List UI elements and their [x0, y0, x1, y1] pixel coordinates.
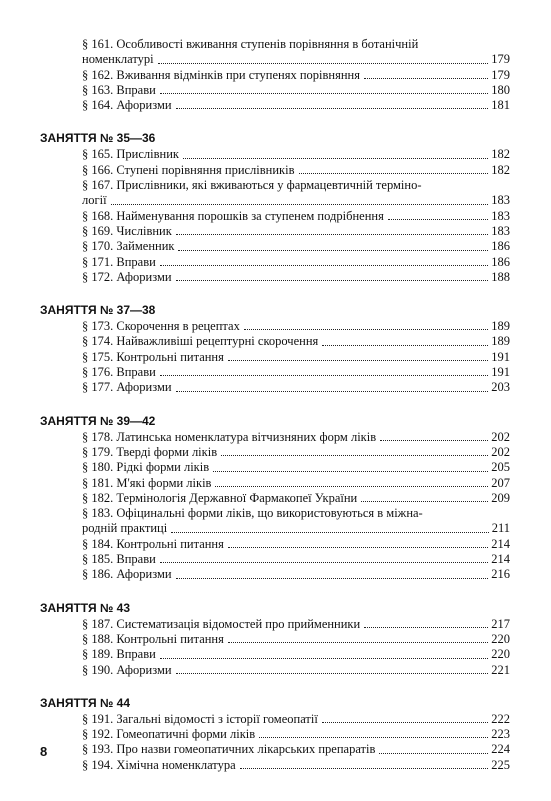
toc-entry: [40, 98, 510, 113]
toc-entry-page: 220: [491, 631, 510, 646]
section-heading: ЗАНЯТТЯ № 35—36: [40, 131, 156, 146]
toc-section: [40, 414, 510, 583]
dot-leader: [160, 375, 488, 376]
toc-entry-page: 209: [491, 490, 510, 505]
dot-leader: [299, 173, 489, 174]
dot-leader: [160, 562, 488, 563]
toc-entry-page: 191: [491, 349, 510, 364]
toc-section: [40, 696, 510, 773]
toc-entry-title: § 187. Систематизація відомостей про прийменники: [82, 616, 361, 631]
toc-entry: [40, 712, 510, 727]
toc-entry-title: § 179. Тверді форми ліків: [82, 444, 218, 459]
toc-entry-title: § 180. Рідкі форми ліків: [82, 460, 210, 475]
toc-entry-page: 223: [491, 727, 510, 742]
toc-entry-title: § 177. Афоризми: [82, 380, 172, 395]
toc-entry: [40, 506, 510, 537]
toc-entry: [40, 147, 510, 162]
toc-entry-page: 207: [491, 475, 510, 490]
dot-leader: [160, 265, 488, 266]
toc-entry-page: 220: [491, 647, 510, 662]
toc-entry-title-first-line: § 183. Офіцинальні форми ліків, що використовуються в міжна-: [82, 506, 423, 521]
toc-entry-title: § 176. Вправи: [82, 365, 156, 380]
section-heading: ЗАНЯТТЯ № 44: [40, 695, 130, 710]
toc-entry-title-first-line: § 167. Прислівники, які вживаються у фармацевтичній терміно-: [82, 178, 422, 193]
toc-section: [40, 37, 510, 113]
toc-entry: [40, 758, 510, 773]
toc-entry-page: 202: [491, 429, 510, 444]
toc-entry-page: 225: [491, 757, 510, 772]
dot-leader: [171, 532, 489, 533]
dot-leader: [176, 673, 489, 674]
dot-leader: [380, 440, 488, 441]
toc-entry-page: 217: [491, 616, 510, 631]
dot-leader: [388, 219, 488, 220]
toc-entry-page: 188: [491, 269, 510, 284]
toc-entry-page: 211: [491, 521, 510, 536]
toc-section: [40, 131, 510, 285]
dot-leader: [176, 234, 488, 235]
toc-entry-title: § 163. Вправи: [82, 82, 156, 97]
toc-entry: [40, 460, 510, 475]
toc-entry-title: § 191. Загальні відомості з історії гомеопатії: [82, 711, 318, 726]
dot-leader: [240, 768, 489, 769]
toc-entry-title: § 186. Афоризми: [82, 567, 172, 582]
toc-entry: [40, 209, 510, 224]
toc-entry: [40, 83, 510, 98]
toc-entry-page: 179: [491, 52, 510, 67]
toc-entry: [40, 491, 510, 506]
dot-leader: [364, 627, 488, 628]
toc-entry-page: 214: [491, 552, 510, 567]
dot-leader: [160, 93, 488, 94]
toc-entry: [40, 632, 510, 647]
page-number: 8: [40, 744, 48, 759]
toc-entry: [40, 727, 510, 742]
toc-entry-title: § 168. Найменування порошків за ступенем подрібнення: [82, 208, 384, 223]
toc-entry-title: § 189. Вправи: [82, 647, 156, 662]
toc-entry-page: 205: [491, 460, 510, 475]
dot-leader: [361, 501, 488, 502]
toc-section: [40, 601, 510, 678]
toc-entry: [40, 178, 510, 209]
toc-entry-page: 182: [491, 147, 510, 162]
toc-entry-title: § 193. Про назви гомеопатичних лікарських препаратів: [82, 742, 376, 757]
toc-entry: [40, 270, 510, 285]
toc-entry: [40, 380, 510, 395]
toc-entry-title: § 181. М'які форми ліків: [82, 475, 212, 490]
dot-leader: [176, 578, 489, 579]
toc-entry-page: 189: [491, 319, 510, 334]
toc-entry: [40, 430, 510, 445]
toc-entry-page: 216: [491, 567, 510, 582]
toc-entry-page: 214: [491, 536, 510, 551]
dot-leader: [178, 250, 488, 251]
toc-entry-page: 181: [491, 98, 510, 113]
toc-entry: [40, 319, 510, 334]
dot-leader: [160, 658, 488, 659]
toc-entry-title: § 184. Контрольні питання: [82, 536, 224, 551]
toc-entry-title: § 185. Вправи: [82, 552, 156, 567]
section-heading: ЗАНЯТТЯ № 39—42: [40, 413, 156, 428]
dot-leader: [221, 455, 488, 456]
toc-entry: [40, 647, 510, 662]
toc-entry-page: 224: [491, 742, 510, 757]
dot-leader: [228, 547, 488, 548]
toc-entry-title: § 182. Термінологія Державної Фармакопеї України: [82, 490, 358, 505]
dot-leader: [215, 486, 488, 487]
toc-entry: [40, 334, 510, 349]
toc-entry-page: 191: [491, 365, 510, 380]
toc-entry-title: § 188. Контрольні питання: [82, 631, 224, 646]
dot-leader: [228, 360, 488, 361]
toc-entry: [40, 617, 510, 632]
toc-entry-title: номенклатурі: [82, 52, 154, 67]
toc-entry-title: § 178. Латинська номенклатура вітчизняних форм ліків: [82, 429, 377, 444]
dot-leader: [379, 753, 488, 754]
toc-entry-title: логії: [82, 193, 107, 208]
dot-leader: [158, 63, 489, 64]
dot-leader: [228, 642, 488, 643]
toc-entry-title: § 174. Найважливіші рецептурні скорочення: [82, 334, 319, 349]
dot-leader: [244, 329, 488, 330]
toc-entry-title: § 175. Контрольні питання: [82, 349, 224, 364]
toc-entry: [40, 537, 510, 552]
toc-entry: [40, 224, 510, 239]
dot-leader: [213, 471, 488, 472]
toc-entry-title: § 171. Вправи: [82, 254, 156, 269]
table-of-contents: [40, 37, 510, 791]
toc-entry-title: § 162. Вживання відмінків при ступенях порівняння: [82, 67, 360, 82]
toc-entry: [40, 37, 510, 68]
toc-entry-page: 203: [491, 380, 510, 395]
toc-entry: [40, 663, 510, 678]
dot-leader: [364, 78, 488, 79]
dot-leader: [176, 391, 489, 392]
toc-entry-title: § 194. Хімічна номенклатура: [82, 757, 236, 772]
dot-leader: [176, 108, 489, 109]
toc-entry: [40, 163, 510, 178]
toc-entry: [40, 445, 510, 460]
dot-leader: [322, 345, 488, 346]
toc-entry: [40, 68, 510, 83]
toc-entry-page: 183: [491, 208, 510, 223]
toc-entry: [40, 350, 510, 365]
section-heading: ЗАНЯТТЯ № 37—38: [40, 303, 156, 318]
toc-entry-page: 179: [491, 67, 510, 82]
toc-entry-title: § 192. Гомеопатичні форми ліків: [82, 727, 256, 742]
toc-entry-page: 183: [491, 193, 510, 208]
toc-entry-title-first-line: § 161. Особливості вживання ступенів порівняння в ботанічній: [82, 37, 419, 51]
toc-entry: [40, 476, 510, 491]
toc-entry-page: 202: [491, 444, 510, 459]
toc-entry-page: 183: [491, 223, 510, 238]
toc-entry-page: 186: [491, 254, 510, 269]
toc-entry-title: § 190. Афоризми: [82, 662, 172, 677]
section-heading: ЗАНЯТТЯ № 43: [40, 600, 130, 615]
toc-entry-title: § 165. Прислівник: [82, 147, 179, 162]
toc-entry: [40, 552, 510, 567]
toc-entry-title: § 166. Ступені порівняння прислівників: [82, 162, 295, 177]
dot-leader: [322, 722, 488, 723]
toc-entry-title: § 169. Числівник: [82, 223, 172, 238]
toc-entry-title: § 170. Займенник: [82, 239, 175, 254]
toc-entry-page: 186: [491, 239, 510, 254]
toc-entry: [40, 365, 510, 380]
dot-leader: [183, 158, 488, 159]
toc-entry: [40, 567, 510, 582]
toc-entry-title: родній практиці: [82, 521, 168, 536]
toc-entry: [40, 255, 510, 270]
dot-leader: [176, 280, 489, 281]
toc-entry-page: 180: [491, 82, 510, 97]
toc-entry-page: 189: [491, 334, 510, 349]
toc-entry-page: 222: [491, 711, 510, 726]
dot-leader: [111, 204, 489, 205]
toc-entry: [40, 239, 510, 254]
toc-entry-page: 221: [491, 662, 510, 677]
toc-entry-page: 182: [491, 162, 510, 177]
toc-entry-title: § 173. Скорочення в рецептах: [82, 319, 240, 334]
toc-entry: [40, 742, 510, 757]
toc-entry-title: § 164. Афоризми: [82, 98, 172, 113]
dot-leader: [259, 737, 488, 738]
toc-entry-title: § 172. Афоризми: [82, 269, 172, 284]
toc-section: [40, 303, 510, 395]
